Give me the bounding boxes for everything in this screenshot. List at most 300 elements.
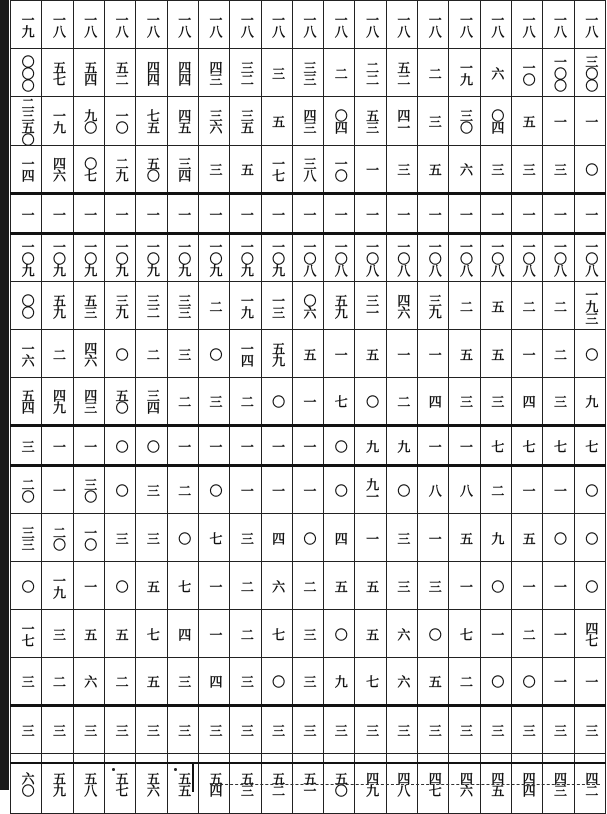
cell-text: 〇 [18,579,34,592]
table-cell [324,49,355,97]
table-row [11,562,606,610]
cell-text: 四四 [519,771,535,796]
table-cell [230,562,261,610]
cell-text: 五四 [206,771,222,796]
cell-text: 一 [206,627,222,640]
cell-text: 〇〇〇 [18,54,34,91]
cell-text: 二 [175,395,191,407]
table-cell [42,514,73,562]
table-cell [386,49,417,97]
table-cell [418,282,449,330]
cell-text: 一〇九 [175,240,191,276]
cell-text: 一九 [457,60,473,85]
cell-text: 五 [143,675,159,687]
table-cell [480,378,511,426]
table-cell [167,330,198,378]
table-cell [230,426,261,466]
table-cell [292,658,323,706]
cell-text: 一八 [582,12,598,37]
table-cell [42,194,73,234]
table-cell [73,97,104,146]
table-cell [198,194,229,234]
cell-text: 一〇九 [237,240,253,276]
cell-text: 一七 [18,621,34,646]
table-cell [198,426,229,466]
cell-text: 一 [457,579,473,592]
table-cell [480,706,511,754]
table-cell [386,330,417,378]
cell-text: 三 [457,395,473,407]
table-cell [292,426,323,466]
table-cell [512,514,543,562]
cell-text: 一〇 [112,109,128,133]
table-cell [574,562,605,610]
table-cell [543,658,574,706]
table-cell [230,466,261,514]
table-cell [480,194,511,234]
table-cell [449,610,480,658]
cell-text: 一 [206,207,222,220]
cell-text: 五八 [81,771,97,796]
cell-text: 三五 [237,109,253,133]
table-cell [198,282,229,330]
cell-text: 五〇 [331,771,347,796]
cell-text: 一八 [331,12,347,37]
cell-text: 〇 [112,484,128,496]
table-cell [167,282,198,330]
table-cell [42,97,73,146]
table-cell [512,706,543,754]
cell-text: 一〇 [331,157,347,181]
cell-text: 五 [143,579,159,592]
cell-text: 二 [457,675,473,687]
table-cell [73,426,104,466]
cell-text: 一 [425,207,441,220]
footer-strip [10,762,606,792]
cell-text: 三 [582,724,598,736]
cell-text: 四三 [206,60,222,85]
table-cell [167,610,198,658]
cell-text: 三 [18,675,34,687]
table-cell [543,146,574,194]
table-cell [167,1,198,49]
table-cell [11,514,42,562]
table-cell [73,49,104,97]
cell-text: 五七 [112,771,128,796]
table-cell [261,1,292,49]
cell-text: 一 [269,484,285,496]
table-cell [136,234,167,282]
table-cell [198,466,229,514]
table-cell [167,97,198,146]
cell-text: 三 [237,724,253,736]
cell-text: 〇 [582,163,598,175]
cell-text: 一 [550,484,566,496]
cell-text: 一 [81,439,97,452]
cell-text: 一 [457,207,473,220]
table-cell [543,234,574,282]
table-cell [449,466,480,514]
cell-text: 三 [175,724,191,736]
table-cell [261,514,292,562]
cell-text: 二 [550,347,566,360]
table-cell [136,658,167,706]
cell-text: 二 [331,66,347,79]
table-cell [386,466,417,514]
table-cell [386,97,417,146]
table-row [11,658,606,706]
table-cell [449,49,480,97]
table-cell [261,658,292,706]
cell-text: 一〇九 [81,240,97,276]
cell-text: 三二 [143,293,159,318]
table-cell [324,378,355,426]
table-cell [73,282,104,330]
table-cell [418,49,449,97]
cell-text: 三 [206,724,222,736]
cell-text: 二〇 [49,525,65,550]
table-cell [574,330,605,378]
table-cell [104,330,135,378]
table-cell [136,706,167,754]
table-cell [449,658,480,706]
table-cell [104,426,135,466]
table-cell [136,426,167,466]
cell-text: 九 [331,675,347,687]
cell-text: 一 [582,675,598,687]
table-cell [574,194,605,234]
table-cell [230,234,261,282]
cell-text: 一〇八 [550,240,566,276]
table-cell [198,610,229,658]
footer-rule [210,784,600,786]
table-cell [198,49,229,97]
table-cell [418,194,449,234]
cell-text: 三四 [175,157,191,181]
table-cell [355,234,386,282]
table-cell [104,706,135,754]
cell-text: 三 [18,724,34,736]
cell-text: 一八 [206,12,222,37]
table-cell [574,282,605,330]
cell-text: 七 [457,627,473,640]
table-cell [418,426,449,466]
cell-text: 〇 [582,347,598,360]
table-row [11,194,606,234]
table-cell [136,466,167,514]
cell-text: 三 [425,724,441,736]
table-cell [418,146,449,194]
table-cell [73,330,104,378]
cell-text: 七 [143,627,159,640]
table-cell [104,97,135,146]
cell-text: 一 [237,439,253,452]
table-cell [198,658,229,706]
cell-text: 二 [550,299,566,312]
table-cell [230,610,261,658]
cell-text: 五〇 [143,157,159,181]
cell-text: 七 [206,531,222,544]
cell-text: 一〇八 [457,240,473,276]
table-cell [355,706,386,754]
table-cell [512,194,543,234]
cell-text: 四六 [457,771,473,796]
table-cell [167,49,198,97]
table-cell [292,610,323,658]
cell-text: 五 [519,531,535,544]
cell-text: 三 [175,675,191,687]
table-cell [543,610,574,658]
cell-text: 〇 [112,579,128,592]
table-cell [198,514,229,562]
table-cell [73,1,104,49]
cell-text: 三三 [175,293,191,318]
table-cell [480,97,511,146]
cell-text: 三 [112,724,128,736]
cell-text: 三一 [363,293,379,318]
cell-text: 一〇八 [394,240,410,276]
cell-text: 一八 [175,12,191,37]
cell-text: 五三 [81,293,97,318]
cell-text: 五 [300,347,316,360]
cell-text: 一八 [237,12,253,37]
cell-text: 三四 [143,389,159,413]
table-cell [418,330,449,378]
cell-text: 一 [363,531,379,544]
cell-text: 三 [300,675,316,687]
table-cell [324,658,355,706]
cell-text: 三 [269,66,285,79]
footer-divider [192,764,194,792]
table-row [11,330,606,378]
table-cell [574,610,605,658]
table-cell [11,234,42,282]
table-cell [355,282,386,330]
cell-text: 四五 [488,771,504,796]
table-cell [230,378,261,426]
cell-text: 三 [488,163,504,175]
cell-text: 一 [519,207,535,220]
table-cell [574,97,605,146]
cell-text: 一八 [300,12,316,37]
cell-text: 一九 [237,293,253,318]
table-cell [167,426,198,466]
cell-text: 一 [300,439,316,452]
cell-text: 一八 [143,12,159,37]
table-cell [104,466,135,514]
cell-text: 〇 [582,531,598,544]
cell-text: 四六 [81,341,97,366]
table-cell [292,49,323,97]
table-cell [198,146,229,194]
cell-text: 〇 [331,627,347,640]
cell-text: 二〇 [18,478,34,502]
cell-text: 五 [488,347,504,360]
cell-text: 一 [519,484,535,496]
cell-text: 四二 [582,771,598,796]
cell-text: 五 [457,347,473,360]
cell-text: 二 [519,299,535,312]
table-cell [136,610,167,658]
cell-text: 三 [18,439,34,452]
cell-text: 二二 [363,60,379,85]
table-cell [543,426,574,466]
cell-text: 一八 [269,12,285,37]
table-row [11,706,606,754]
cell-text: 三二 [237,60,253,85]
cell-text: 三 [331,724,347,736]
cell-text: 〇 [269,395,285,407]
cell-text: 五二 [112,60,128,85]
cell-text: 一〇八 [331,240,347,276]
cell-text: 二 [488,484,504,496]
cell-text: 〇 [488,675,504,687]
cell-text: 三 [425,115,441,127]
table-cell [167,658,198,706]
cell-text: 五四 [18,389,34,413]
cell-text: 一 [81,579,97,592]
cell-text: 〇 [394,484,410,496]
cell-text: 三 [394,163,410,175]
table-cell [167,378,198,426]
table-cell [167,562,198,610]
cell-text: 一八 [550,12,566,37]
table-cell [449,234,480,282]
cell-text: 一八 [112,12,128,37]
table-cell [261,426,292,466]
table-cell [73,378,104,426]
cell-text: 三 [269,724,285,736]
cell-text: 一 [425,531,441,544]
table-cell [386,426,417,466]
cell-text: 四九 [49,389,65,413]
cell-text: 四 [269,531,285,544]
table-cell [104,49,135,97]
cell-text: 八 [425,484,441,496]
cell-text: 七五 [143,109,159,133]
table-cell [136,514,167,562]
table-cell [198,234,229,282]
cell-text: 七 [488,439,504,452]
cell-text: 五二 [269,771,285,796]
cell-text: 一八 [49,12,65,37]
table-cell [449,97,480,146]
cell-text: 六 [269,579,285,592]
cell-text: 三 [457,724,473,736]
cell-text: 一八 [81,12,97,37]
cell-text: 一 [550,115,566,127]
cell-text: 〇七 [81,157,97,181]
cell-text: 〇 [425,627,441,640]
table-cell [198,706,229,754]
cell-text: 七 [519,439,535,452]
cell-text: 〇 [331,484,347,496]
table-cell [104,194,135,234]
table-cell [386,1,417,49]
cell-text: 一 [237,484,253,496]
binding-edge [0,0,9,790]
cell-text: 七 [363,675,379,687]
table-cell [136,330,167,378]
table-cell [480,514,511,562]
cell-text: 〇 [363,395,379,407]
cell-text: 五 [363,579,379,592]
cell-text: 四七 [425,771,441,796]
cell-text: 九〇 [81,109,97,133]
cell-text: 一三 [269,293,285,318]
table-cell [512,282,543,330]
cell-text: 〇 [269,675,285,687]
cell-text: 一八 [457,12,473,37]
table-cell [11,562,42,610]
cell-text: 六 [394,675,410,687]
table-cell [418,234,449,282]
cell-text: 三 [550,163,566,175]
cell-text: 一 [488,207,504,220]
cell-text: 五九 [49,293,65,318]
cell-text: 一八 [394,12,410,37]
cell-text: 三 [49,627,65,640]
table-cell [449,330,480,378]
cell-text: 三九 [112,293,128,318]
table-cell [574,146,605,194]
table-cell [292,514,323,562]
cell-text: 二 [112,675,128,687]
table-cell [136,1,167,49]
table-cell [324,234,355,282]
table-row [11,97,606,146]
table-cell [73,514,104,562]
table-cell [386,610,417,658]
cell-text: 一 [457,439,473,452]
cell-text: 六 [457,163,473,175]
table-cell [104,146,135,194]
cell-text: 三 [237,531,253,544]
table-cell [167,234,198,282]
table-cell [261,234,292,282]
table-cell [386,146,417,194]
cell-text: 九 [394,439,410,452]
table-cell [11,1,42,49]
table-cell [42,610,73,658]
cell-text: 一 [331,207,347,220]
cell-text: 五九 [269,341,285,366]
table-cell [11,610,42,658]
cell-text: 一 [425,439,441,452]
table-row [11,49,606,97]
cell-text: 一 [49,439,65,452]
cell-text: 〇 [582,579,598,592]
table-cell [292,466,323,514]
cell-text: 一 [363,207,379,220]
table-cell [230,49,261,97]
cell-text: 四七 [582,621,598,646]
table-cell [512,49,543,97]
cell-text: 三 [112,531,128,544]
table-row [11,610,606,658]
cell-text: 五〇 [112,389,128,413]
cell-text: 三 [394,579,410,592]
cell-text: 九 [582,395,598,407]
cell-text: 一 [582,115,598,127]
cell-text: 一四 [237,341,253,366]
cell-text: 一〇 [519,60,535,85]
table-cell [324,97,355,146]
table-cell [104,562,135,610]
table-cell [11,282,42,330]
cell-text: 一 [206,579,222,592]
cell-text: 五 [488,299,504,312]
